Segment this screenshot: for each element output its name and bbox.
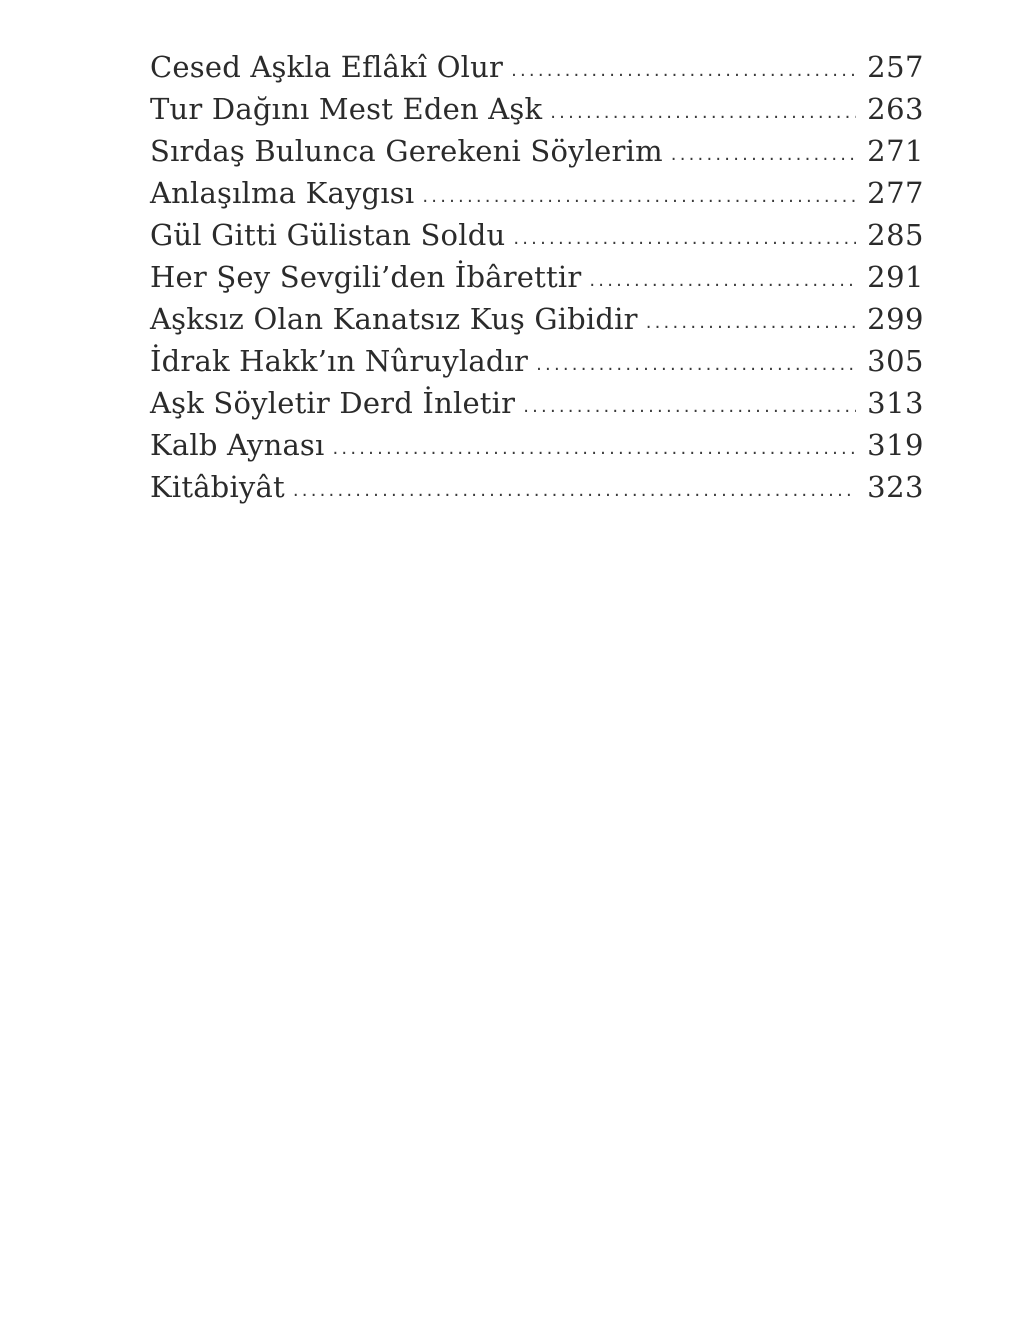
toc-entry <box>150 386 924 428</box>
toc-entry <box>150 218 924 260</box>
toc-entry-page-number: 271 <box>867 134 924 168</box>
dot-leader <box>536 354 856 375</box>
toc-entry-title: Tur Dağını Mest Eden Aşk <box>150 92 543 126</box>
toc-entry-page-number: 257 <box>867 50 924 84</box>
toc-entry <box>150 176 924 218</box>
dot-leader <box>523 396 856 417</box>
toc-entry-page-number: 299 <box>867 302 924 336</box>
toc-entry-title: İdrak Hakk’ın Nûruyladır <box>150 344 529 378</box>
toc-entry <box>150 92 924 134</box>
toc-entry-page-number: 313 <box>867 386 924 420</box>
toc-entry <box>150 428 924 470</box>
dot-leader <box>333 438 857 459</box>
toc-entry-title: Cesed Aşkla Eflâkî Olur <box>150 50 504 84</box>
toc-entry-page-number: 263 <box>867 92 924 126</box>
toc-entry-page-number: 323 <box>867 470 924 504</box>
dot-leader <box>513 228 856 249</box>
dot-leader <box>671 144 856 165</box>
toc-entry <box>150 260 924 302</box>
toc-entry <box>150 344 924 386</box>
toc-entry-title: Gül Gitti Gülistan Soldu <box>150 218 506 252</box>
toc-entry-title: Kalb Aynası <box>150 428 325 462</box>
toc-entry <box>150 302 924 344</box>
toc-entry-page-number: 305 <box>867 344 924 378</box>
dot-leader <box>511 60 856 81</box>
dot-leader <box>646 312 856 333</box>
dot-leader <box>589 270 856 291</box>
toc-entry-page-number: 291 <box>867 260 924 294</box>
toc-entry <box>150 134 924 176</box>
toc-entry-page-number: 319 <box>867 428 924 462</box>
dot-leader <box>293 480 856 501</box>
toc-entry <box>150 50 924 92</box>
table-of-contents <box>150 50 924 512</box>
toc-entry-title: Aşk Söyletir Derd İnletir <box>150 386 516 420</box>
toc-entry-page-number: 285 <box>867 218 924 252</box>
toc-entry-title: Sırdaş Bulunca Gerekeni Söylerim <box>150 134 663 168</box>
toc-entry <box>150 470 924 512</box>
toc-entry-title: Aşksız Olan Kanatsız Kuş Gibidir <box>150 302 638 336</box>
toc-entry-page-number: 277 <box>867 176 924 210</box>
dot-leader <box>550 102 856 123</box>
toc-entry-title: Her Şey Sevgili’den İbârettir <box>150 260 582 294</box>
toc-entry-title: Kitâbiyât <box>150 470 285 504</box>
toc-entry-title: Anlaşılma Kaygısı <box>150 176 415 210</box>
dot-leader <box>422 186 856 207</box>
